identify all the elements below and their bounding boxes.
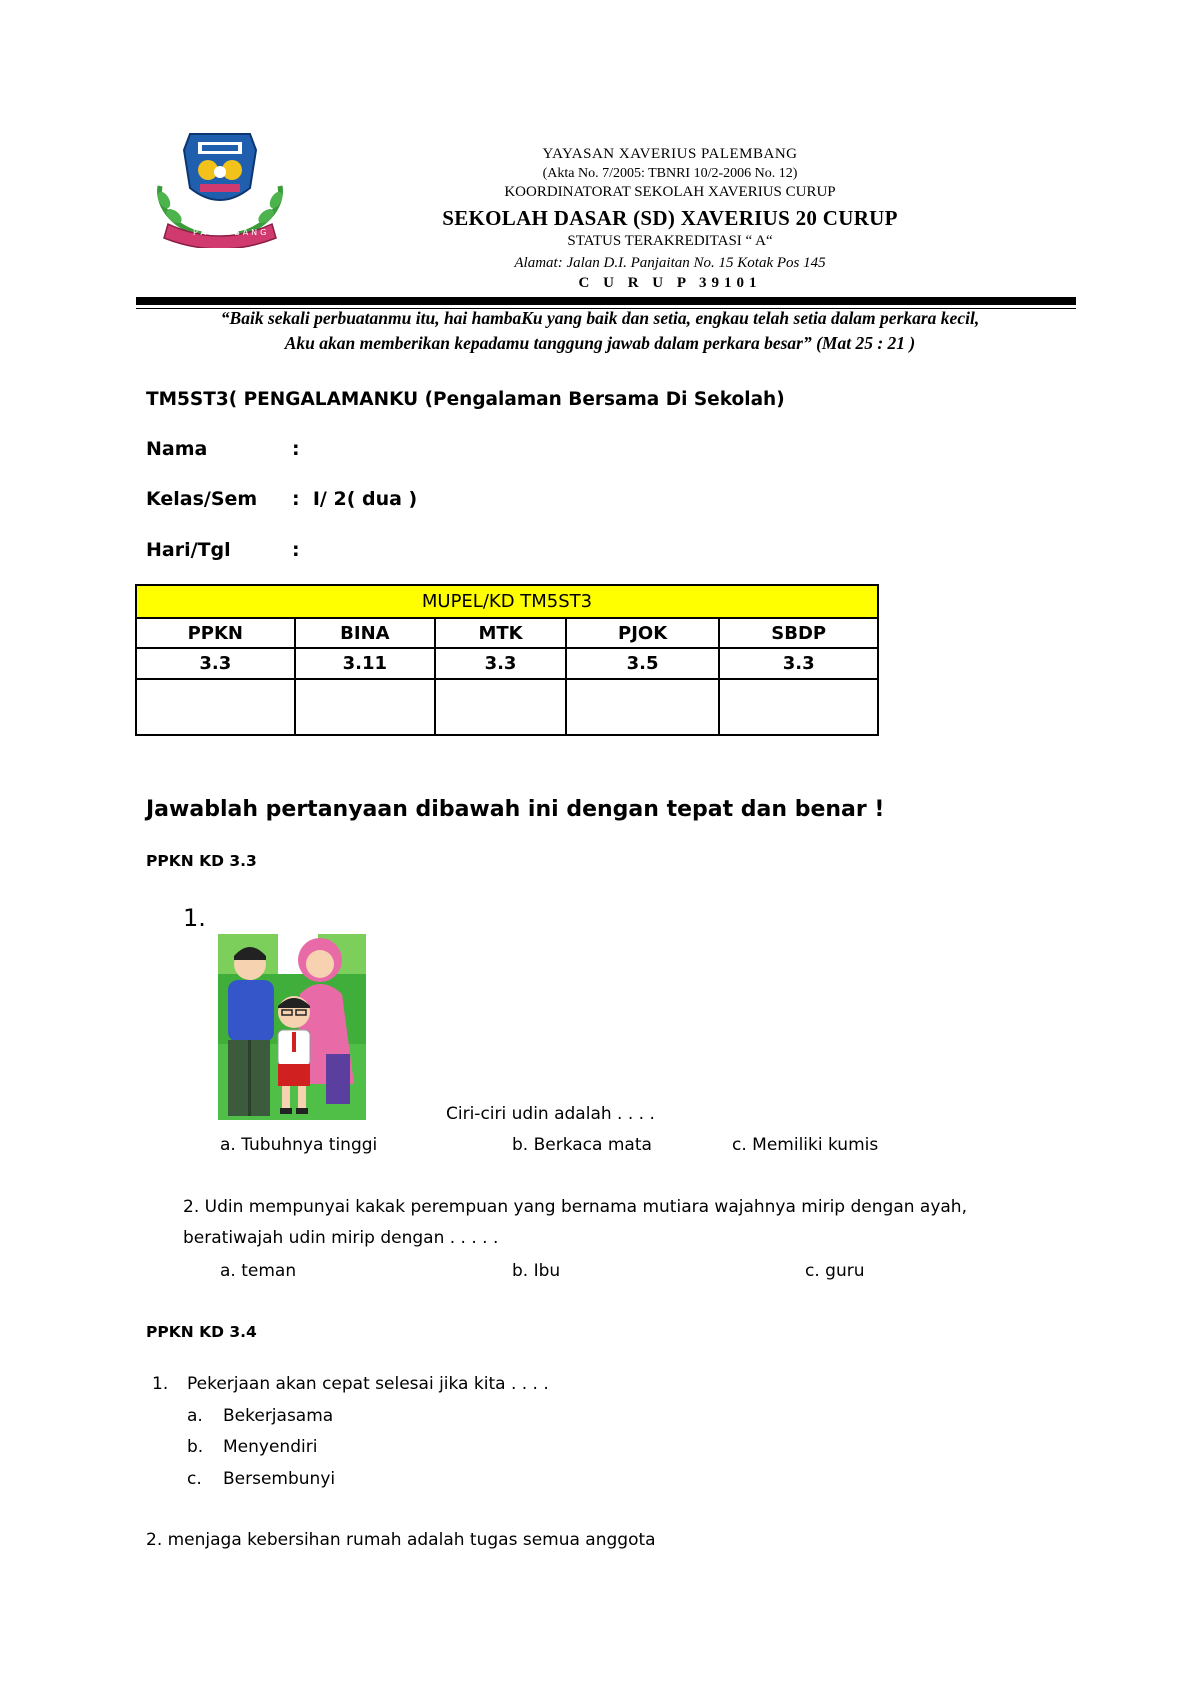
table-cell-kd: 3.3: [136, 648, 295, 679]
option-letter: a.: [187, 1406, 203, 1426]
option-c[interactable]: Bersembunyi: [223, 1469, 336, 1489]
table-row-subjects: [136, 618, 878, 648]
question-1-text: Pekerjaan akan cepat selesai jika kita . . . .: [187, 1374, 549, 1394]
question-2-option-c[interactable]: c. guru: [805, 1261, 865, 1281]
table-cell-subject: SBDP: [719, 618, 878, 648]
coordinator-name: KOORDINATORAT SEKOLAH XAVERIUS CURUP: [504, 184, 836, 200]
family-illustration: [218, 934, 366, 1120]
section-heading-ppkn-3-4: PPKN KD 3.4: [146, 1323, 257, 1341]
table-cell-subject: MTK: [435, 618, 566, 648]
question-2-text-line1: 2. Udin mempunyai kakak perempuan yang bernama mutiara wajahnya mirip dengan ayah,: [183, 1197, 967, 1217]
accreditation-status: STATUS TERAKREDITASI “ A“: [567, 233, 773, 249]
table-row-blank: [136, 679, 878, 735]
school-address: Alamat: Jalan D.I. Panjaitan No. 15 Kotak Pos 145: [514, 255, 826, 271]
question-1-option-b[interactable]: b. Berkaca mata: [512, 1135, 652, 1155]
question-number: 1.: [183, 904, 206, 932]
table-cell-subject: PPKN: [136, 618, 295, 648]
question-2-option-b[interactable]: b. Ibu: [512, 1261, 561, 1281]
question-1-text: Ciri-ciri udin adalah . . . .: [446, 1104, 655, 1124]
table-cell-kd: 3.3: [719, 648, 878, 679]
table-cell-blank[interactable]: [566, 679, 720, 735]
table-header-row: [136, 585, 878, 618]
school-city: C U R U P 39101: [578, 275, 762, 291]
table-cell-blank[interactable]: [295, 679, 436, 735]
school-name: SEKOLAH DASAR (SD) XAVERIUS 20 CURUP: [442, 206, 898, 230]
deed-number: (Akta No. 7/2005: TBNRI 10/2-2006 No. 12): [542, 166, 798, 181]
header-divider-thick: [136, 297, 1076, 305]
field-label-nama: Nama: [146, 438, 208, 460]
option-a[interactable]: Bekerjasama: [223, 1406, 334, 1426]
section-heading-ppkn-3-3: PPKN KD 3.3: [146, 852, 257, 870]
field-value-kelas: : I/ 2( dua ): [292, 488, 418, 510]
field-value-hari: :: [292, 539, 300, 561]
table-cell-blank[interactable]: [719, 679, 878, 735]
table-row-kd: [136, 648, 878, 679]
table-cell-blank[interactable]: [136, 679, 295, 735]
table-cell-subject: PJOK: [566, 618, 720, 648]
option-letter: c.: [187, 1469, 202, 1489]
question-2-text: 2. menjaga kebersihan rumah adalah tugas semua anggota: [146, 1530, 656, 1550]
field-label-kelas: Kelas/Sem: [146, 488, 258, 510]
question-2-text-line2: beratiwajah udin mirip dengan . . . . .: [183, 1228, 499, 1248]
worksheet-title: TM5ST3( PENGALAMANKU (Pengalaman Bersama Di Sekolah): [146, 389, 785, 410]
option-b[interactable]: Menyendiri: [223, 1437, 318, 1457]
question-number: 1.: [152, 1374, 169, 1394]
field-value-nama: :: [292, 438, 300, 460]
bible-quote-line2: Aku akan memberikan kepadamu tanggung jawab dalam perkara besar” (Mat 25 : 21 ): [284, 333, 916, 353]
question-2-option-a[interactable]: a. teman: [220, 1261, 297, 1281]
foundation-name: YAYASAN XAVERIUS PALEMBANG: [542, 146, 798, 162]
table-cell-kd: 3.5: [566, 648, 720, 679]
question-1-option-a[interactable]: a. Tubuhnya tinggi: [220, 1135, 378, 1155]
question-1-option-c[interactable]: c. Memiliki kumis: [732, 1135, 879, 1155]
bible-quote-line1: “Baik sekali perbuatanmu itu, hai hambaKu yang baik dan setia, engkau telah setia dalam perkara kecil,: [220, 308, 980, 328]
instruction-text: Jawablah pertanyaan dibawah ini dengan tepat dan benar !: [146, 797, 885, 822]
logo-banner-text: PALEMBANG: [193, 228, 270, 237]
table-cell-kd: 3.11: [295, 648, 436, 679]
kd-table: [135, 584, 879, 736]
table-cell-subject: BINA: [295, 618, 436, 648]
table-header: MUPEL/KD TM5ST3: [136, 585, 878, 618]
option-letter: b.: [187, 1437, 204, 1457]
table-cell-kd: 3.3: [435, 648, 566, 679]
table-cell-blank[interactable]: [435, 679, 566, 735]
field-label-hari: Hari/Tgl: [146, 539, 231, 561]
